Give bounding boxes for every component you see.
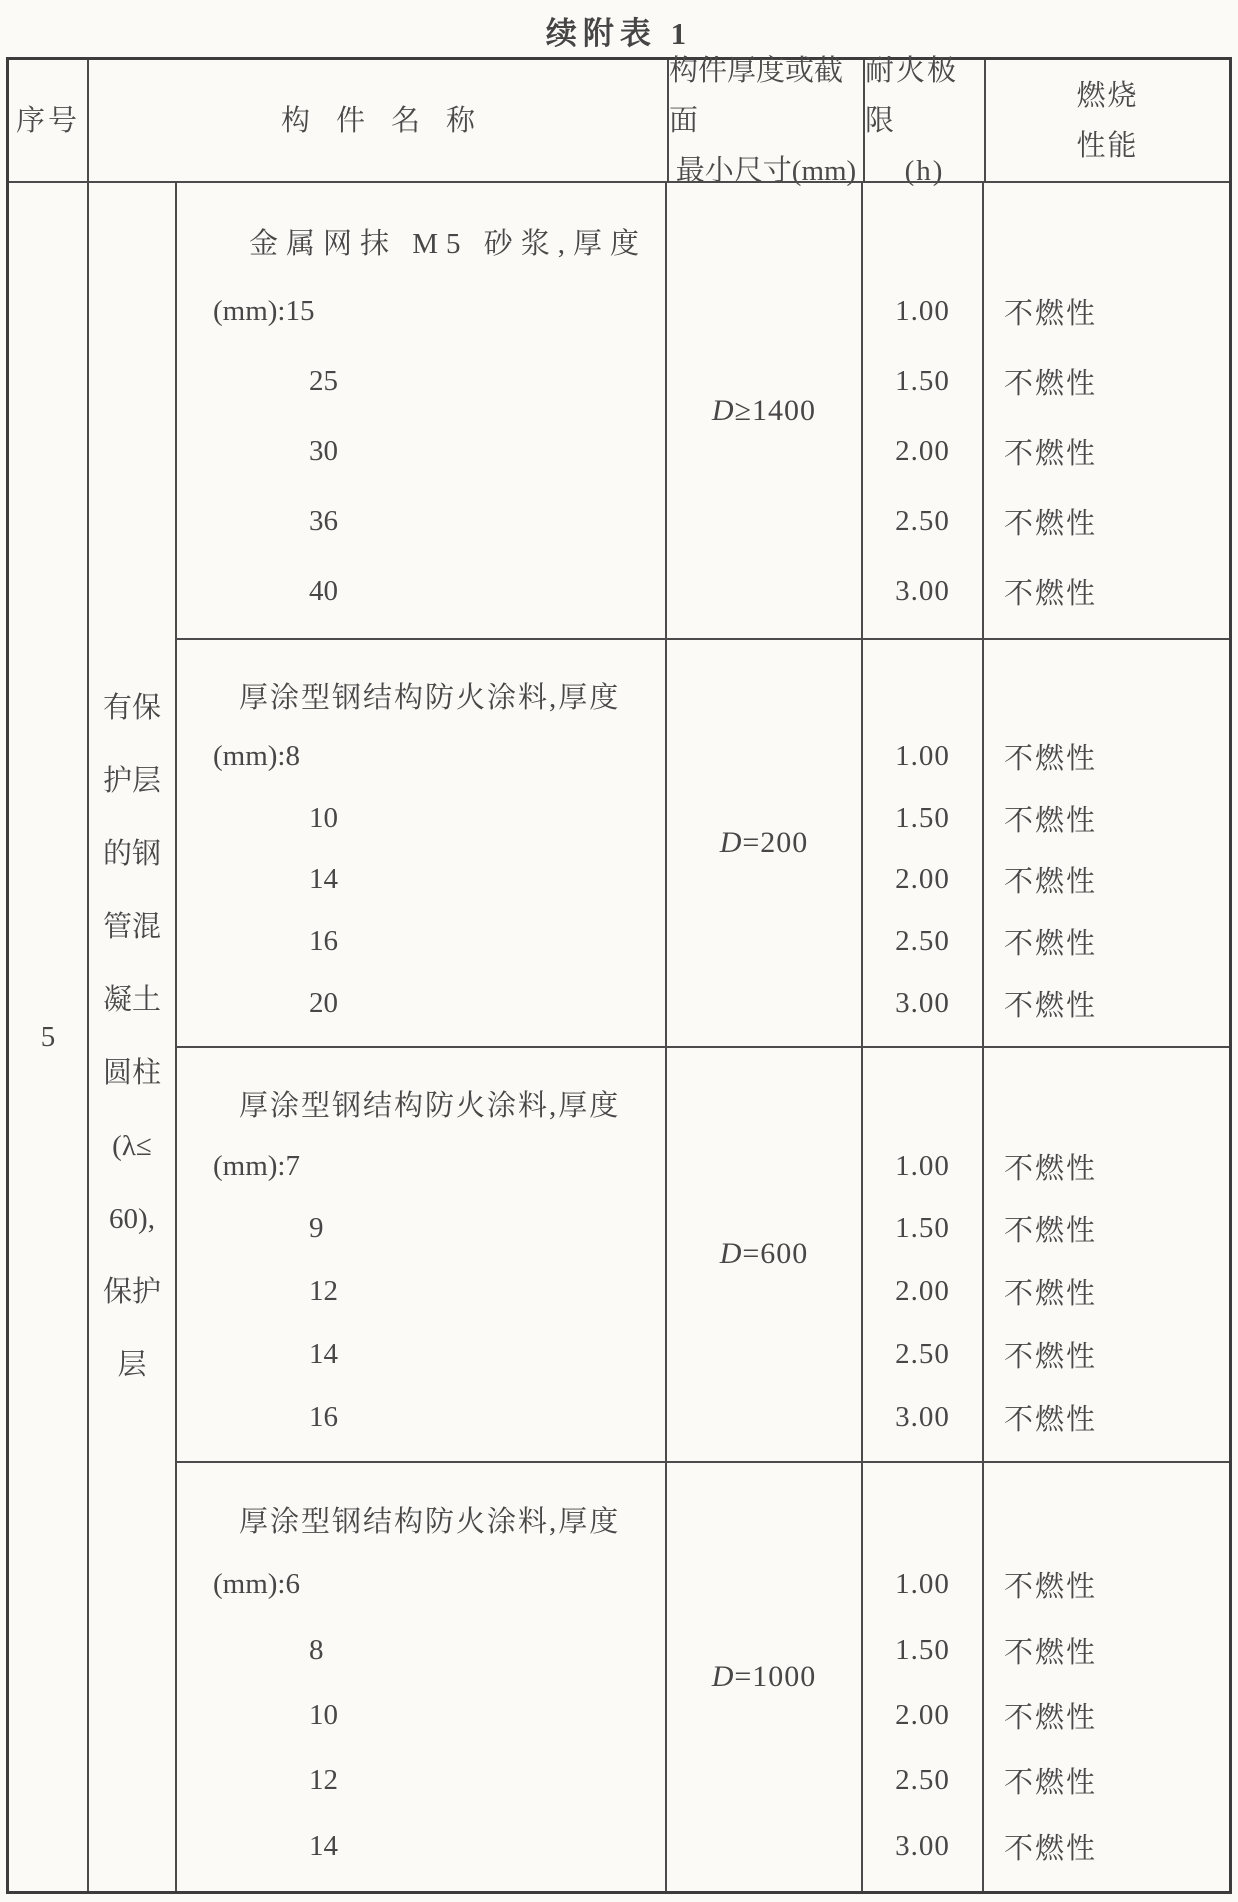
fire-limit-value: 2.00 [895,435,950,468]
fire-limit-column [863,640,984,1046]
thickness-row: 9 [309,1212,324,1245]
combustibility-column [984,183,1229,638]
combustibility-value: 不燃性 [1004,989,1098,1022]
thickness-row: 12 [309,1764,338,1797]
thickness-row: (mm): 15 [213,295,315,328]
section-heading: 厚涂型钢结构防火涂料,厚度 [239,1089,621,1122]
component-name-cell: 有保 护层 的钢 管混 凝土 圆柱 (λ≤ 60), 保护 层 [89,183,177,1891]
thickness-row: 12 [309,1275,338,1308]
fire-limit-column [863,1463,984,1891]
section-heading: 厚涂型钢结构防火涂料,厚度 [239,681,621,714]
combustibility-value: 不燃性 [1004,1636,1098,1669]
fire-limit-value: 1.00 [895,1149,950,1182]
fire-limit-column [863,1048,984,1461]
combustibility-value: 不燃性 [1004,368,1098,401]
section-mortar [177,183,1229,640]
thickness-row: (mm): 6 [213,1568,300,1601]
fire-limit-value: 1.00 [895,740,950,773]
size-cell: D=600 [667,1048,863,1461]
thickness-row: 10 [309,1698,338,1731]
combustibility-value: 不燃性 [1004,507,1098,540]
thickness-row: 16 [309,924,338,957]
fire-limit-value: 2.00 [895,863,950,896]
fire-limit-value: 2.00 [895,1275,950,1308]
description-column [177,183,667,638]
thickness-row: 16 [309,1400,338,1433]
combustibility-value: 不燃性 [1004,577,1098,610]
thickness-row: 40 [309,574,338,607]
thickness-row: 8 [309,1633,324,1666]
header-fire-limit: 耐火极限 (h) [865,60,986,181]
combustibility-value: 不燃性 [1004,298,1098,331]
serial-cell: 5 [9,183,89,1891]
combustibility-value: 不燃性 [1004,1403,1098,1436]
thickness-row: 30 [309,435,338,468]
header-component-name: 构件名称 [89,60,669,181]
fire-limit-value: 1.50 [895,801,950,834]
thickness-row: (mm): 8 [213,740,300,773]
section-coating-d1000 [177,1463,1229,1891]
header-combustibility: 燃烧 性能 [1076,79,1139,162]
fire-limit-column [863,183,984,638]
combustibility-value: 不燃性 [1004,1832,1098,1865]
thickness-row: 10 [309,801,338,834]
fire-limit-value: 3.00 [895,1829,950,1862]
combustibility-column [984,1463,1229,1891]
fire-limit-value: 2.50 [895,1337,950,1370]
fire-limit-value: 1.50 [895,365,950,398]
combustibility-value: 不燃性 [1004,1571,1098,1604]
fire-limit-value: 3.00 [895,1400,950,1433]
page-title: 续附表 1 [545,16,693,51]
thickness-row: 20 [309,986,338,1019]
fire-limit-value: 3.00 [895,574,950,607]
fire-limit-value: 3.00 [895,986,950,1019]
fire-limit-value: 1.00 [895,1568,950,1601]
section-heading: 金属网抹 M5 砂浆,厚度 [249,228,648,261]
size-cell: D≥1400 [667,183,863,638]
combustibility-column [984,1048,1229,1461]
combustibility-column [984,640,1229,1046]
combustibility-value: 不燃性 [1004,1701,1098,1734]
fire-limit-value: 1.50 [895,1212,950,1245]
combustibility-value: 不燃性 [1004,1152,1098,1185]
combustibility-value: 不燃性 [1004,1340,1098,1373]
description-column [177,1048,667,1461]
fire-limit-value: 2.50 [895,924,950,957]
combustibility-value: 不燃性 [1004,927,1098,960]
thickness-row: 14 [309,863,338,896]
table-body-row [9,183,1229,1891]
fire-limit-value: 2.50 [895,1764,950,1797]
fire-limit-value: 2.00 [895,1698,950,1731]
fire-limit-value: 2.50 [895,504,950,537]
header-serial: 序号 [9,60,89,181]
combustibility-value: 不燃性 [1004,1215,1098,1248]
combustibility-value: 不燃性 [1004,866,1098,899]
description-column [177,640,667,1046]
table-sections [177,183,1229,1891]
section-coating-d200 [177,640,1229,1048]
description-column [177,1463,667,1891]
fire-limit-value: 1.50 [895,1633,950,1666]
header-min-size: 构件厚度或截面 最小尺寸(mm) [669,60,865,181]
fire-resistance-table [6,54,1232,1894]
combustibility-value: 不燃性 [1004,438,1098,471]
section-heading: 厚涂型钢结构防火涂料,厚度 [239,1505,621,1538]
thickness-row: 14 [309,1829,338,1862]
size-cell: D=1000 [667,1463,863,1891]
thickness-row: 36 [309,504,338,537]
thickness-row: (mm): 7 [213,1149,300,1182]
table-header-row [9,54,1229,187]
combustibility-value: 不燃性 [1004,1278,1098,1311]
thickness-row: 14 [309,1337,338,1370]
section-coating-d600 [177,1048,1229,1463]
combustibility-value: 不燃性 [1004,804,1098,837]
size-cell: D=200 [667,640,863,1046]
fire-limit-value: 1.00 [895,295,950,328]
combustibility-value: 不燃性 [1004,743,1098,776]
combustibility-value: 不燃性 [1004,1767,1098,1800]
thickness-row: 25 [309,365,338,398]
